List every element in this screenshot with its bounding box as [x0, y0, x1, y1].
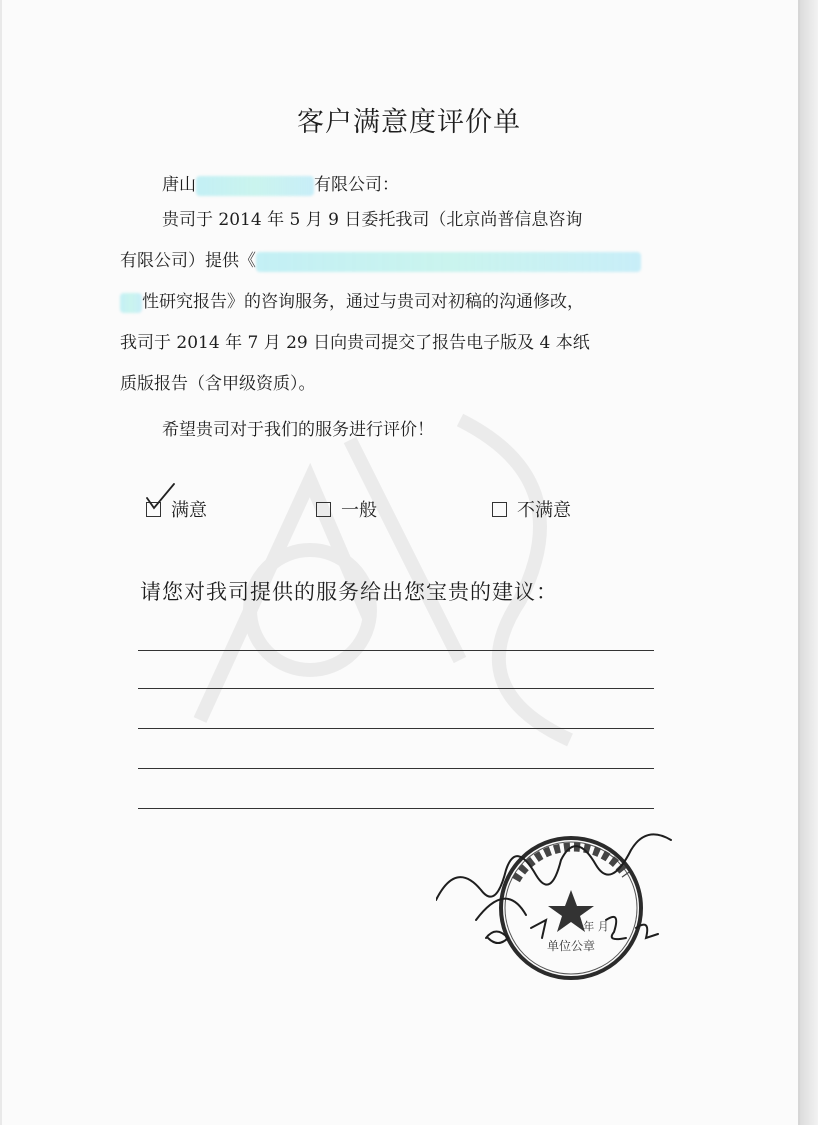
option-dissatisfied-label: 不满意 — [517, 500, 571, 521]
redacted-company-name — [196, 176, 314, 196]
option-dissatisfied[interactable] — [492, 496, 571, 522]
option-average[interactable] — [316, 496, 377, 522]
body-line-3-suffix: 性研究报告》的咨询服务，通过与贵司对初稿的沟通修改， — [142, 292, 584, 312]
body-paragraph — [120, 200, 680, 405]
page-edge — [800, 0, 818, 1125]
seal-date-label: 年 月 — [583, 920, 609, 933]
suggestion-line-1[interactable] — [138, 650, 654, 651]
salutation-prefix: 唐山 — [162, 175, 196, 195]
body-line-4: 我司于 2014 年 7 月 29 日向贵司提交了报告电子版及 4 本纸 — [120, 333, 590, 353]
checkbox-dissatisfied[interactable] — [492, 502, 507, 517]
checkmark-icon — [144, 482, 178, 516]
body-line-3 — [120, 282, 680, 323]
body-line-5: 质版报告（含甲级资质）。 — [120, 374, 316, 394]
suggestion-line-3[interactable] — [138, 728, 654, 729]
suggestion-line-2[interactable] — [138, 688, 654, 689]
suggestion-line-4[interactable] — [138, 768, 654, 769]
body-line-2-prefix: 有限公司）提供《 — [120, 251, 256, 271]
suggestion-prompt: 请您对我司提供的服务给出您宝贵的建议： — [140, 580, 558, 604]
handwritten-signature — [436, 834, 671, 943]
body-line-1: 贵司于 2014 年 5 月 9 日委托我司（北京尚普信息咨询 — [162, 210, 583, 230]
body-line-2 — [120, 241, 680, 282]
redacted-report-name-tail — [120, 293, 142, 313]
option-satisfied[interactable] — [146, 496, 207, 522]
option-average-label: 一般 — [341, 500, 377, 521]
evaluation-request: 希望贵司对于我们的服务进行评价！ — [162, 420, 434, 440]
suggestion-line-5[interactable] — [138, 808, 654, 809]
document-title: 客户满意度评价单 — [297, 107, 521, 138]
checkbox-average[interactable] — [316, 502, 331, 517]
satisfaction-options — [140, 490, 660, 524]
redacted-report-name — [256, 252, 641, 272]
company-seal-and-signature — [436, 820, 686, 1000]
seal-label: 单位公章 — [546, 939, 596, 953]
option-satisfied-label: 满意 — [171, 500, 207, 521]
salutation-suffix: 有限公司： — [314, 175, 399, 195]
